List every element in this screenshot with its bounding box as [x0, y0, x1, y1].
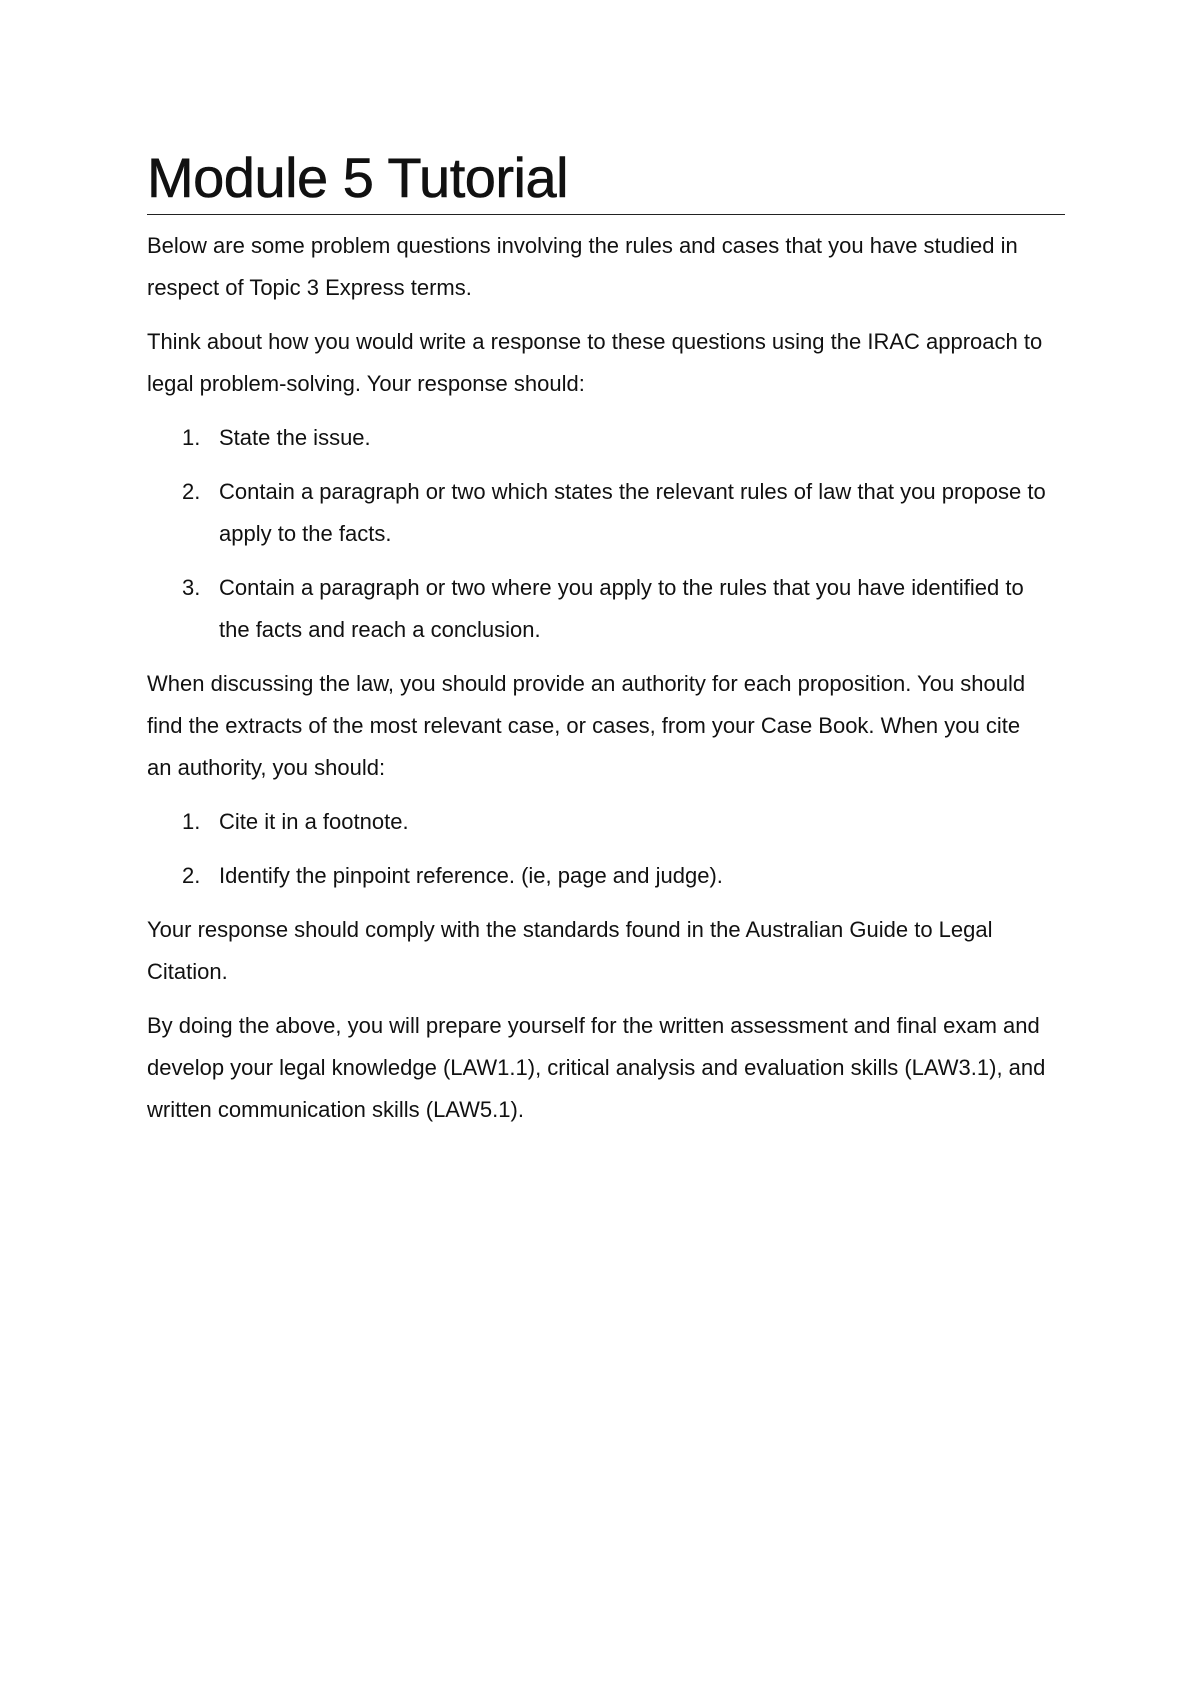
list-item-text: State the issue.: [219, 425, 371, 450]
document-page: [147, 140, 1065, 1131]
intro-paragraph: Below are some problem questions involving the rules and cases that you have studied in respect of Topic 3 Express terms.: [147, 233, 1018, 300]
list-item-text: Identify the pinpoint reference. (ie, page and judge).: [219, 863, 723, 888]
list-item-text: Contain a paragraph or two where you apply to the rules that you have identified to the facts and reach a conclusion.: [219, 575, 1024, 642]
list-item-number: 3.: [182, 575, 201, 600]
list-item-number: 1.: [182, 809, 201, 834]
list-item-text: Contain a paragraph or two which states the relevant rules of law that you propose to apply to the facts.: [219, 479, 1046, 546]
list-item: [147, 417, 1059, 459]
irac-steps-list: [147, 417, 1065, 651]
list-item-number: 2.: [182, 479, 201, 504]
list-item: [147, 801, 1059, 843]
list-item-number: 1.: [182, 425, 201, 450]
standards-paragraph: Your response should comply with the standards found in the Australian Guide to Legal Citation.: [147, 917, 993, 984]
page-title: Module 5 Tutorial: [147, 140, 1065, 215]
list-item: [147, 567, 1059, 651]
closing-paragraph: By doing the above, you will prepare yourself for the written assessment and final exam and develop your legal knowledge (LAW1.1), critical analysis and evaluation skills (LAW3.1), and written communication skills (LAW5.1).: [147, 1013, 1046, 1122]
list-item-text: Cite it in a footnote.: [219, 809, 409, 834]
list-item-number: 2.: [182, 863, 201, 888]
list-item: [147, 471, 1059, 555]
citation-steps-list: [147, 801, 1065, 897]
irac-intro-paragraph: Think about how you would write a response to these questions using the IRAC approach to legal problem-solving. Your response should:: [147, 329, 1043, 396]
list-item: [147, 855, 1059, 897]
authority-intro-paragraph: When discussing the law, you should provide an authority for each proposition. You should find the extracts of the most relevant case, or cases, from your Case Book. When you cite an authority, you should:: [147, 671, 1026, 780]
